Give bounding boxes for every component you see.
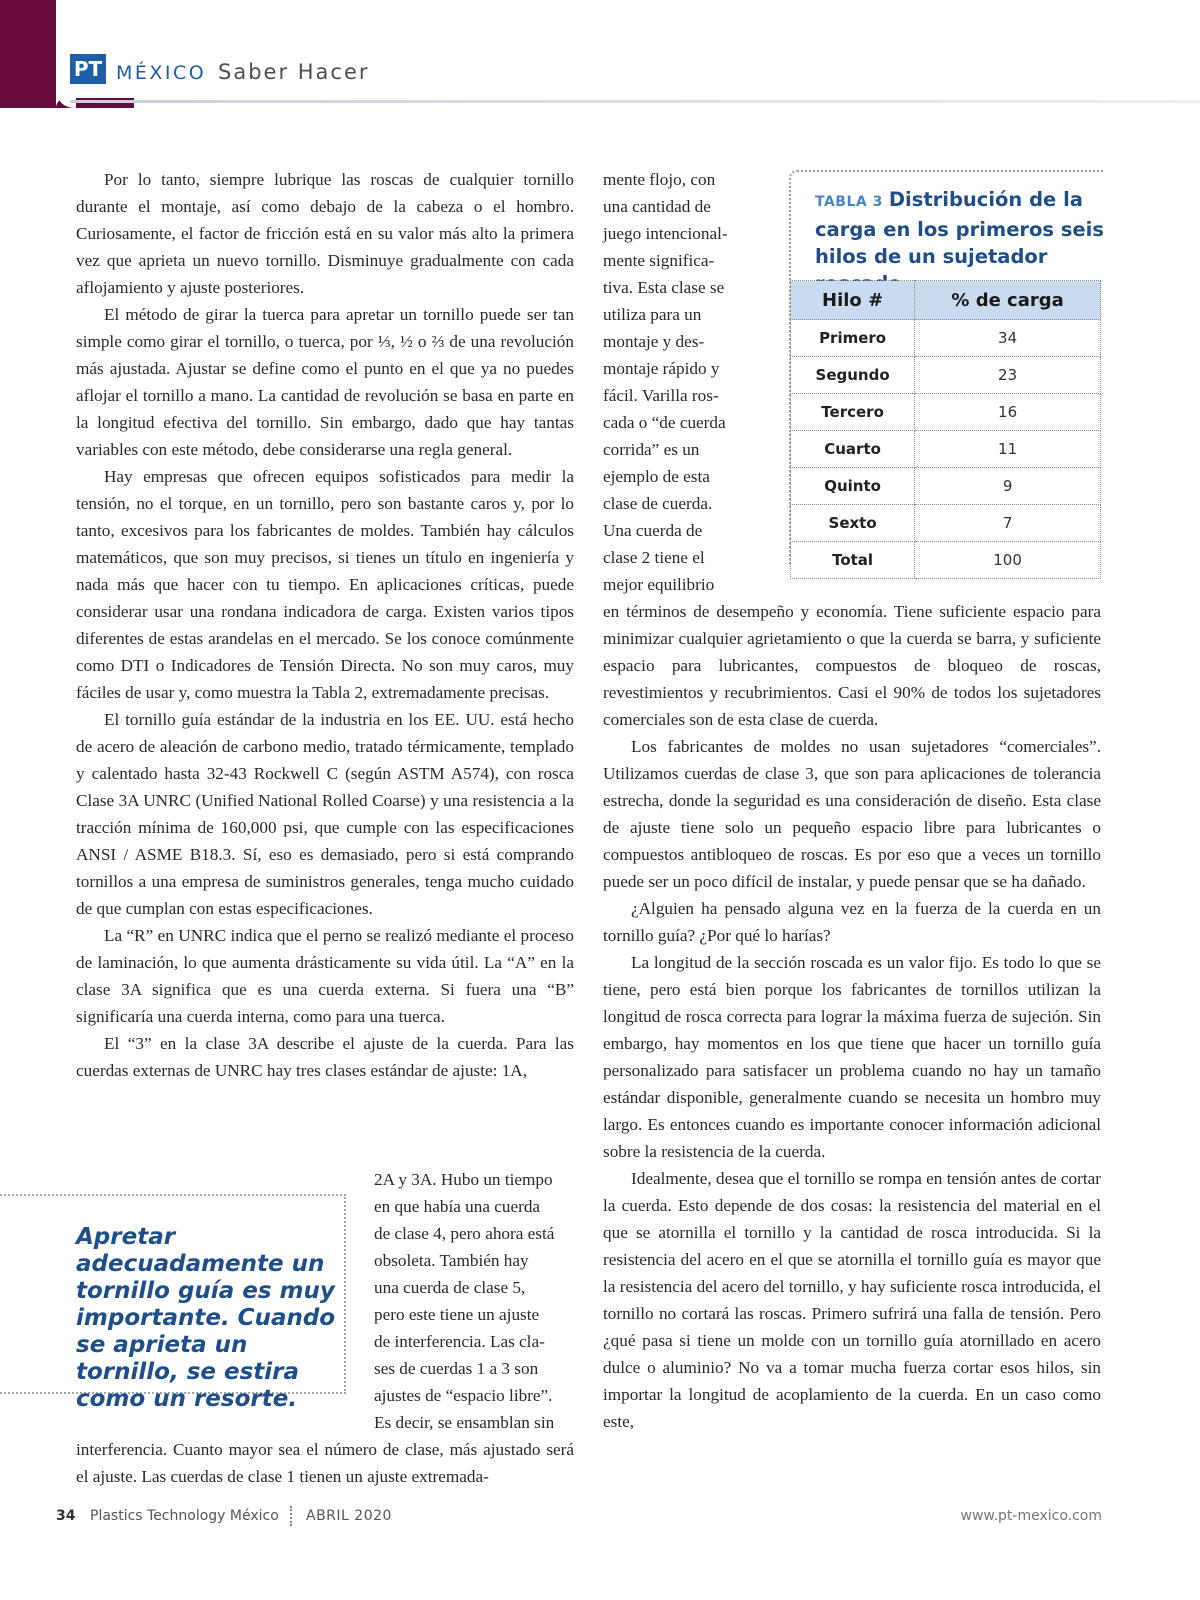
- paragraph: La longitud de la sección roscada es un valor fijo. Es todo lo que se tiene, pero está bien porque los fabricantes de tornillos utilizan la longitud de rosca correcta para lograr la máxima fuerza de sujeción. Sin embargo, hay momentos en los que tiene que hacer un tornillo guía personalizado para satisfacer un problema cuando no hay un tamaño estándar disponible, generalmente cuando se necesita un hombro muy largo. Es entonces cuando es importante conocer información adicional sobre la resistencia de la cuerda.: [603, 953, 1101, 1161]
- column-1-tail: [76, 1436, 574, 1490]
- thread-cell: Primero: [791, 320, 915, 357]
- table-caption: Distribución de la carga en los primeros seis hilos de un sujetador: [815, 188, 1104, 268]
- text-line: ajustes de “espacio libre”.: [374, 1386, 553, 1405]
- load-cell: 11: [915, 431, 1101, 468]
- issue-date: ABRIL 2020: [306, 1508, 392, 1524]
- load-cell: 34: [915, 320, 1101, 357]
- text-line: utiliza para un: [603, 305, 702, 324]
- paragraph: La “R” en UNRC indica que el perno se realizó mediante el proceso de laminación, lo que aumenta drásticamente su vida útil. La “A” en la clase 3A significa que es una cuerda externa. Si fuera una “B” significaría una cuerda interna, como para una tuerca.: [76, 926, 574, 1026]
- thread-cell: Sexto: [791, 505, 915, 542]
- paragraph: interferencia. Cuanto mayor sea el número de clase, más ajustado será el ajuste. Las cuerdas de clase 1 tienen un ajuste extremada-: [76, 1440, 574, 1486]
- paragraph: Por lo tanto, siempre lubrique las roscas de cualquier tornillo durante el montaje, así como debajo de la cabeza o el hombro. Curiosamente, el factor de fricción está en su valor más alto la primera vez que aprieta un nuevo tornillo. Disminuye gradualmente con cada aflojamiento y ajuste posteriores.: [76, 170, 574, 297]
- table-row: [791, 320, 1101, 357]
- thread-cell: Quinto: [791, 468, 915, 505]
- load-cell: 100: [915, 542, 1101, 579]
- paragraph: Los fabricantes de moldes no usan sujetadores “comerciales”. Utilizamos cuerdas de clase 3, que son para aplicaciones de tolerancia estrecha, donde la seguridad es una consideración de diseño. Esta clase de ajuste tiene solo un pequeño espacio libre para lubricantes o compuestos antibloqueo de roscas. Es por eso que a veces un tornillo puede ser un poco difícil de instalar, y puede pensar que se ha dañado.: [603, 737, 1101, 891]
- load-cell: 23: [915, 357, 1101, 394]
- paragraph: Hay empresas que ofrecen equipos sofisticados para medir la tensión, no el torque, en un tornillo, pero son bastante caros y, por lo tanto, excesivos para los fabricantes de moldes. También hay cálculos matemáticos, que son muy precisos, si tienes un título en ingeniería y nada más que hacer con tu tiempo. En aplicaciones críticas, puede considerar usar una rondana indicadora de carga. Existen varios tipos diferentes de estas arandelas en el mercado. Se los conoce comúnmente como DTI o Indicadores de Tensión Directa. No son muy caros, muy fáciles de usar y, como muestra la Tabla 2, extremadamente precisas.: [76, 467, 574, 702]
- text-line: cada o “de cuerda: [603, 413, 726, 432]
- subsection-name: Saber Hacer: [218, 60, 370, 84]
- column-1: [76, 166, 574, 1084]
- table-row: [791, 394, 1101, 431]
- text-line: de clase 4, pero ahora está: [374, 1224, 555, 1243]
- text-line: montaje rápido y: [603, 359, 720, 378]
- text-line: juego intencional-: [603, 224, 728, 243]
- text-line: corrida” es un: [603, 440, 700, 459]
- load-cell: 9: [915, 468, 1101, 505]
- text-line: pero este tiene un ajuste: [374, 1305, 540, 1324]
- text-line: Es decir, se ensamblan sin: [374, 1413, 555, 1432]
- load-distribution-table: [790, 280, 1101, 579]
- column-2-narrow: [603, 166, 763, 598]
- text-line: mente flojo, con: [603, 170, 716, 189]
- pull-quote: Apretar adecuadamente un tornillo guía es muy importante. Cuando se aprieta un tornillo, se estira como un resorte.: [76, 1224, 336, 1412]
- load-cell: 16: [915, 394, 1101, 431]
- load-cell: 7: [915, 505, 1101, 542]
- text-line: en que había una cuerda: [374, 1197, 541, 1216]
- text-line: montaje y des-: [603, 332, 705, 351]
- text-line: de interferencia. Las cla-: [374, 1332, 545, 1351]
- thread-cell: Segundo: [791, 357, 915, 394]
- column-header: Hilo #: [791, 281, 915, 320]
- section-name: MÉXICO: [116, 62, 207, 84]
- website-link[interactable]: www.pt-mexico.com: [960, 1508, 1102, 1524]
- text-line: mente significa-: [603, 251, 715, 270]
- column-2: [603, 598, 1101, 1435]
- table-label: TABLA 3: [815, 194, 883, 210]
- table-row: [791, 468, 1101, 505]
- text-line: ejemplo de esta: [603, 467, 710, 486]
- text-line: fácil. Varilla ros-: [603, 386, 719, 405]
- paragraph: ¿Alguien ha pensado alguna vez en la fuerza de la cuerda en un tornillo guía? ¿Por qué lo harías?: [603, 899, 1101, 945]
- thread-cell: Total: [791, 542, 915, 579]
- column-1-narrow: [374, 1166, 574, 1436]
- accent-bar: [0, 0, 56, 108]
- text-line: obsoleta. También hay: [374, 1251, 529, 1270]
- text-line: una cuerda de clase 5,: [374, 1278, 526, 1297]
- paragraph: El tornillo guía estándar de la industria en los EE. UU. está hecho de acero de aleación de carbono medio, tratado térmicamente, templado y calentado hasta 32-43 Rockwell C (según ASTM A574), con rosca Clase 3A UNRC (Unified National Rolled Coarse) y una resistencia a la tracción mínima de 160,000 psi, que cumple con las especificaciones ANSI / ASME B18.3. Sí, eso es demasiado, pero si está comprando tornillos a una empresa de suministros generales, tenga mucho cuidado de que cumplan con estas especificaciones.: [76, 710, 574, 918]
- text-line: clase 2 tiene el: [603, 548, 705, 567]
- magazine-name: Plastics Technology México: [90, 1508, 279, 1524]
- footer-divider: [290, 1506, 292, 1526]
- text-line: mejor equilibrio: [603, 575, 715, 594]
- header-rule: [70, 100, 1200, 103]
- table-row: [791, 505, 1101, 542]
- paragraph: Idealmente, desea que el tornillo se rompa en tensión antes de cortar la cuerda. Esto depende de dos cosas: la resistencia del material en el que se atornilla el tornillo y la cantidad de rosca introducida. Si la resistencia del acero en el que se atornilla el tornillo guía es mayor que la resistencia del acero del tornillo, y hay suficiente rosca introducida, el tornillo no cortará las roscas. Primero sufrirá una falla de tensión. Pero ¿qué pasa si tiene un molde con un tornillo guía atornillado en acero dulce o aluminio? No va a tomar mucha fuerza cortar esos hilos, sin importar la longitud de acoplamiento de la cuerda. En un caso como este,: [603, 1169, 1101, 1431]
- page-number: 34: [56, 1508, 76, 1524]
- table-header-row: [791, 281, 1101, 320]
- text-line: tiva. Esta clase se: [603, 278, 725, 297]
- text-line: clase de cuerda.: [603, 494, 713, 513]
- paragraph: en términos de desempeño y economía. Tiene suficiente espacio para minimizar cualquier agrietamiento o que la cuerda se barra, y suficiente espacio para lubricantes, compuestos de bloqueo de roscas, revestimientos y recubrimientos. Casi el 90% de todos los sujetadores comerciales son de esta clase de cuerda.: [603, 602, 1101, 729]
- table-row: [791, 542, 1101, 579]
- text-line: una cantidad de: [603, 197, 711, 216]
- thread-cell: Tercero: [791, 394, 915, 431]
- text-line: Una cuerda de: [603, 521, 703, 540]
- table-row: [791, 357, 1101, 394]
- thread-cell: Cuarto: [791, 431, 915, 468]
- paragraph: El “3” en la clase 3A describe el ajuste de la cuerda. Para las cuerdas externas de UNRC hay tres clases estándar de ajuste: 1A,: [76, 1034, 574, 1080]
- table-row: [791, 431, 1101, 468]
- text-line: ses de cuerdas 1 a 3 son: [374, 1359, 539, 1378]
- header: [0, 0, 1200, 108]
- text-line: 2A y 3A. Hubo un tiempo: [374, 1170, 553, 1189]
- paragraph: El método de girar la tuerca para apretar un tornillo puede ser tan simple como girar el tornillo, o tuerca, por ⅓, ½ o ⅔ de una revolución más ajustada. Ajustar se define como el punto en el que ya no puedes aflojar el tornillo a mano. La cantidad de revolución se basa en parte en la longitud efectiva del tornillo. Sin embargo, dado que hay tantas variables con este método, debe considerarse una regla general.: [76, 305, 574, 459]
- column-header: % de carga: [915, 281, 1101, 320]
- pt-logo: PT: [70, 54, 106, 84]
